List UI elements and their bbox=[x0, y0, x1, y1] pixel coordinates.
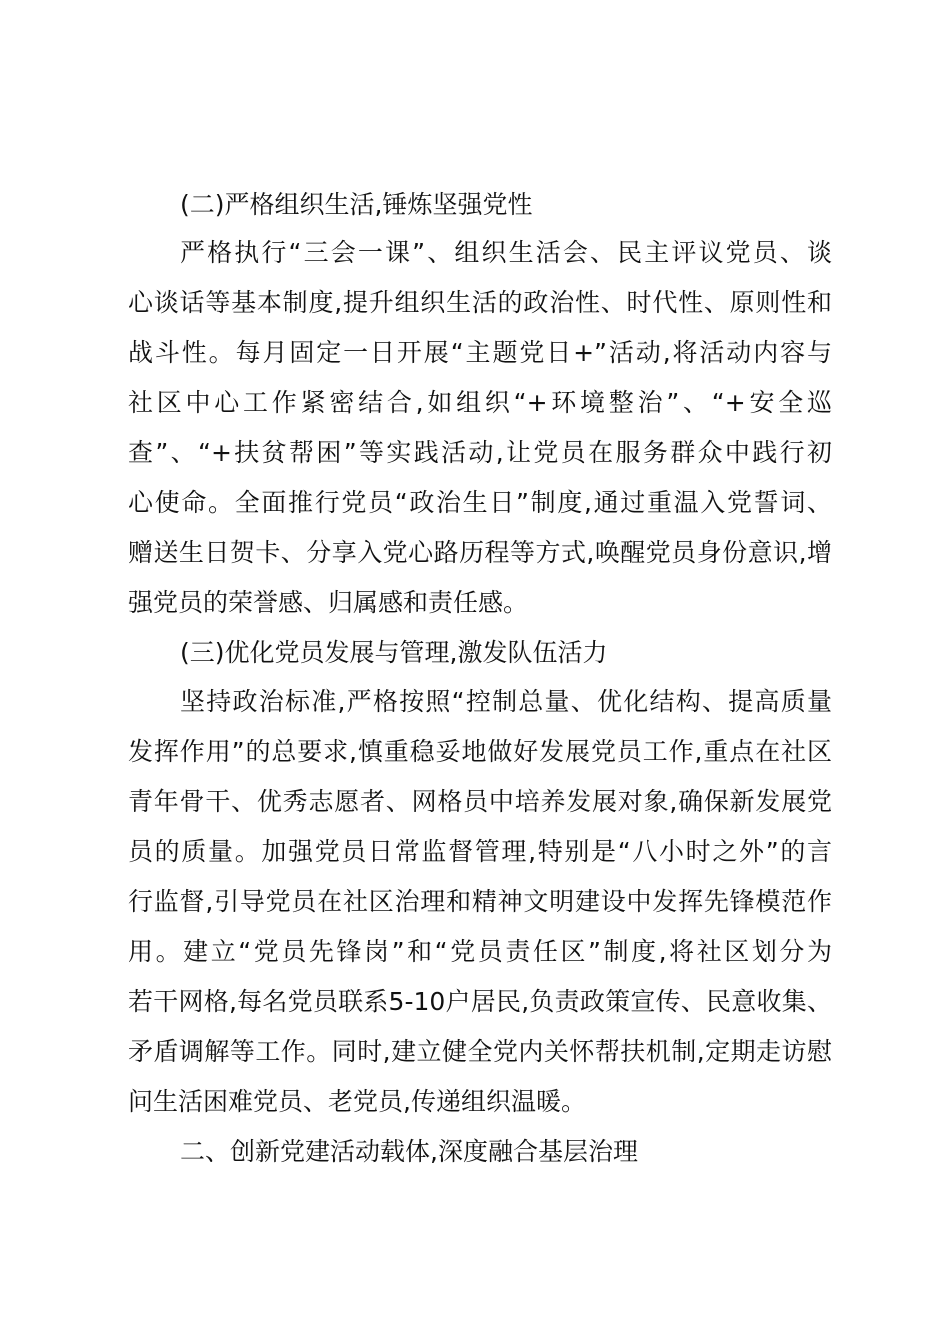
paragraph-line: 若干网格,每名党员联系5-10户居民,负责政策宣传、民意收集、 bbox=[128, 987, 832, 1016]
paragraph-section-3 bbox=[128, 677, 832, 1127]
paragraph-section-2 bbox=[128, 228, 832, 628]
paragraph-line: 心使命。全面推行党员“政治生日”制度,通过重温入党誓词、 bbox=[128, 488, 832, 517]
paragraph-line: 坚持政治标准,严格按照“控制总量、优化结构、提高质量 bbox=[180, 687, 832, 716]
paragraph-line: 查”、“+扶贫帮困”等实践活动,让党员在服务群众中践行初 bbox=[128, 438, 832, 467]
paragraph-line: 青年骨干、优秀志愿者、网格员中培养发展对象,确保新发展党 bbox=[128, 787, 832, 816]
paragraph-line: 行监督,引导党员在社区治理和精神文明建设中发挥先锋模范作 bbox=[128, 887, 832, 916]
paragraph-line: 问生活困难党员、老党员,传递组织温暖。 bbox=[128, 1087, 586, 1116]
paragraph-line: 社区中心工作紧密结合,如组织“+环境整治”、“+安全巡 bbox=[128, 388, 832, 417]
paragraph-line: 用。建立“党员先锋岗”和“党员责任区”制度,将社区划分为 bbox=[128, 937, 832, 966]
paragraph-line: 心谈话等基本制度,提升组织生活的政治性、时代性、原则性和 bbox=[128, 288, 832, 317]
paragraph-line: 员的质量。加强党员日常监督管理,特别是“八小时之外”的言 bbox=[128, 837, 832, 866]
section-heading-2: (二)严格组织生活,锤炼坚强党性 bbox=[180, 190, 533, 219]
paragraph-line: 强党员的荣誉感、归属感和责任感。 bbox=[128, 588, 529, 617]
paragraph-line: 严格执行“三会一课”、组织生活会、民主评议党员、谈 bbox=[180, 238, 832, 267]
paragraph-line: 赠送生日贺卡、分享入党心路历程等方式,唤醒党员身份意识,增 bbox=[128, 538, 832, 567]
part-heading-2: 二、创新党建活动载体,深度融合基层治理 bbox=[180, 1137, 638, 1166]
paragraph-line: 战斗性。每月固定一日开展“主题党日+”活动,将活动内容与 bbox=[128, 338, 832, 367]
paragraph-line: 发挥作用”的总要求,慎重稳妥地做好发展党员工作,重点在社区 bbox=[128, 737, 832, 766]
section-heading-3: (三)优化党员发展与管理,激发队伍活力 bbox=[180, 638, 608, 667]
paragraph-line: 矛盾调解等工作。同时,建立健全党内关怀帮扶机制,定期走访慰 bbox=[128, 1037, 832, 1066]
